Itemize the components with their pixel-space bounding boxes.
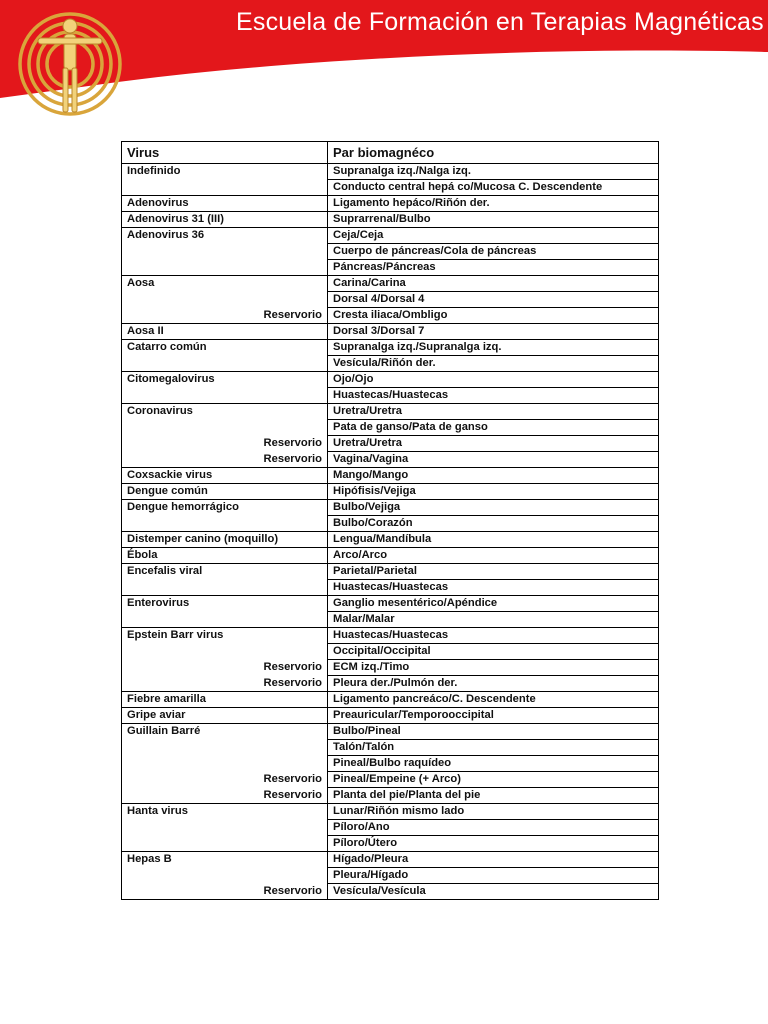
table-row [122, 724, 659, 740]
table-row [122, 420, 659, 436]
virus-cell [122, 868, 328, 884]
table-row [122, 676, 659, 692]
table-row [122, 468, 659, 484]
virus-cell: Ébola [122, 548, 328, 564]
par-biomagnetico-cell: Pineal/Bulbo raquídeo [328, 756, 659, 772]
table-row [122, 180, 659, 196]
par-biomagnetico-cell: Vesícula/Riñón der. [328, 356, 659, 372]
table-row [122, 388, 659, 404]
table-row [122, 580, 659, 596]
table-row [122, 260, 659, 276]
par-biomagnetico-cell: Suprarrenal/Bulbo [328, 212, 659, 228]
table-row [122, 836, 659, 852]
virus-cell: Catarro común [122, 340, 328, 356]
virus-cell: Fiebre amarilla [122, 692, 328, 708]
par-biomagnetico-cell: Preauricular/Temporooccipital [328, 708, 659, 724]
table-row [122, 500, 659, 516]
virus-cell: Enterovirus [122, 596, 328, 612]
table-row [122, 564, 659, 580]
reservorio-label: Reservorio [122, 772, 328, 788]
par-biomagnetico-cell: Ceja/Ceja [328, 228, 659, 244]
par-biomagnetico-cell: Ojo/Ojo [328, 372, 659, 388]
reservorio-label: Reservorio [122, 436, 328, 452]
table-row [122, 788, 659, 804]
virus-cell: Hepas B [122, 852, 328, 868]
virus-cell [122, 740, 328, 756]
table-row [122, 804, 659, 820]
par-biomagnetico-cell: Supranalga izq./Nalga izq. [328, 164, 659, 180]
par-biomagnetico-cell: Carina/Carina [328, 276, 659, 292]
par-biomagnetico-cell: Bulbo/Vejiga [328, 500, 659, 516]
par-biomagnetico-cell: Bulbo/Corazón [328, 516, 659, 532]
virus-cell: Adenovirus 31 (III) [122, 212, 328, 228]
virus-cell: Dengue común [122, 484, 328, 500]
par-biomagnetico-cell: Uretra/Uretra [328, 404, 659, 420]
table-row [122, 196, 659, 212]
par-biomagnetico-cell: Conducto central hepá co/Mucosa C. Descendente [328, 180, 659, 196]
table-row [122, 852, 659, 868]
par-biomagnetico-cell: Píloro/Ano [328, 820, 659, 836]
reservorio-label: Reservorio [122, 308, 328, 324]
table-row [122, 516, 659, 532]
virus-cell: Adenovirus [122, 196, 328, 212]
table-row [122, 308, 659, 324]
virus-cell [122, 756, 328, 772]
reservorio-label: Reservorio [122, 452, 328, 468]
virus-cell [122, 244, 328, 260]
table-row [122, 532, 659, 548]
table-row [122, 756, 659, 772]
virus-cell [122, 612, 328, 628]
table-row [122, 868, 659, 884]
table-row [122, 404, 659, 420]
virus-cell: Gripe aviar [122, 708, 328, 724]
reservorio-label: Reservorio [122, 884, 328, 900]
virus-cell: Aosa [122, 276, 328, 292]
virus-cell [122, 260, 328, 276]
vitruvian-man-logo-icon [8, 8, 132, 116]
par-biomagnetico-cell: Lengua/Mandíbula [328, 532, 659, 548]
par-biomagnetico-cell: Dorsal 3/Dorsal 7 [328, 324, 659, 340]
virus-cell [122, 292, 328, 308]
par-biomagnetico-cell: Páncreas/Páncreas [328, 260, 659, 276]
par-biomagnetico-cell: Vagina/Vagina [328, 452, 659, 468]
par-biomagnetico-cell: Vesícula/Vesícula [328, 884, 659, 900]
par-biomagnetico-cell: Parietal/Parietal [328, 564, 659, 580]
virus-cell [122, 420, 328, 436]
table-row [122, 484, 659, 500]
table-row [122, 340, 659, 356]
par-biomagnetico-cell: Pata de ganso/Pata de ganso [328, 420, 659, 436]
virus-cell: Hanta virus [122, 804, 328, 820]
virus-cell: Adenovirus 36 [122, 228, 328, 244]
virus-cell [122, 356, 328, 372]
virus-table [121, 141, 658, 900]
par-biomagnetico-cell: Cuerpo de páncreas/Cola de páncreas [328, 244, 659, 260]
par-biomagnetico-cell: Bulbo/Pineal [328, 724, 659, 740]
table-row [122, 660, 659, 676]
par-biomagnetico-cell: Malar/Malar [328, 612, 659, 628]
table-row [122, 708, 659, 724]
header-virus: Virus [122, 142, 328, 164]
header-par-biomagnetico: Par biomagnéco [328, 142, 659, 164]
table-row [122, 628, 659, 644]
par-biomagnetico-cell: Pineal/Empeine (+ Arco) [328, 772, 659, 788]
par-biomagnetico-cell: Uretra/Uretra [328, 436, 659, 452]
school-title: Escuela de Formación en Terapias Magnéticas [236, 8, 764, 36]
table-row [122, 228, 659, 244]
table-row [122, 644, 659, 660]
par-biomagnetico-cell: Planta del pie/Planta del pie [328, 788, 659, 804]
table-row [122, 164, 659, 180]
virus-cell: Guillain Barré [122, 724, 328, 740]
table-row [122, 548, 659, 564]
par-biomagnetico-cell: Píloro/Útero [328, 836, 659, 852]
table-row [122, 452, 659, 468]
par-biomagnetico-cell: Lunar/Riñón mismo lado [328, 804, 659, 820]
par-biomagnetico-cell: Occipital/Occipital [328, 644, 659, 660]
virus-cell [122, 820, 328, 836]
par-biomagnetico-cell: Ligamento pancreáco/C. Descendente [328, 692, 659, 708]
header-banner [0, 0, 768, 130]
par-biomagnetico-cell: Huastecas/Huastecas [328, 580, 659, 596]
table-header-row [122, 142, 659, 164]
virus-cell [122, 388, 328, 404]
reservorio-label: Reservorio [122, 676, 328, 692]
virus-cell [122, 836, 328, 852]
virus-cell: Distemper canino (moquillo) [122, 532, 328, 548]
virus-cell [122, 644, 328, 660]
virus-cell: Citomegalovirus [122, 372, 328, 388]
par-biomagnetico-cell: Talón/Talón [328, 740, 659, 756]
table-row [122, 884, 659, 900]
par-biomagnetico-cell: Huastecas/Huastecas [328, 628, 659, 644]
par-biomagnetico-cell: Supranalga izq./Supranalga izq. [328, 340, 659, 356]
virus-cell [122, 180, 328, 196]
virus-cell: Dengue hemorrágico [122, 500, 328, 516]
virus-cell: Coronavirus [122, 404, 328, 420]
par-biomagnetico-cell: Hígado/Pleura [328, 852, 659, 868]
virus-cell: Indefinido [122, 164, 328, 180]
table-row [122, 292, 659, 308]
par-biomagnetico-cell: Huastecas/Huastecas [328, 388, 659, 404]
table-row [122, 276, 659, 292]
virus-cell: Coxsackie virus [122, 468, 328, 484]
reservorio-label: Reservorio [122, 660, 328, 676]
table-row [122, 692, 659, 708]
table-row [122, 356, 659, 372]
table-row [122, 596, 659, 612]
table-row [122, 772, 659, 788]
par-biomagnetico-cell: Pleura der./Pulmón der. [328, 676, 659, 692]
par-biomagnetico-cell: Cresta iliaca/Ombligo [328, 308, 659, 324]
par-biomagnetico-cell: Pleura/Hígado [328, 868, 659, 884]
table-row [122, 244, 659, 260]
virus-cell [122, 580, 328, 596]
virus-cell: Epstein Barr virus [122, 628, 328, 644]
par-biomagnetico-cell: Arco/Arco [328, 548, 659, 564]
table-row [122, 324, 659, 340]
par-biomagnetico-cell: Dorsal 4/Dorsal 4 [328, 292, 659, 308]
par-biomagnetico-cell: Ganglio mesentérico/Apéndice [328, 596, 659, 612]
virus-cell: Encefalis viral [122, 564, 328, 580]
reservorio-label: Reservorio [122, 788, 328, 804]
table-row [122, 820, 659, 836]
virus-cell [122, 516, 328, 532]
table-row [122, 740, 659, 756]
par-biomagnetico-cell: ECM izq./Timo [328, 660, 659, 676]
virus-cell: Aosa II [122, 324, 328, 340]
table-row [122, 436, 659, 452]
table-row [122, 372, 659, 388]
par-biomagnetico-cell: Ligamento hepáco/Riñón der. [328, 196, 659, 212]
table-row [122, 212, 659, 228]
par-biomagnetico-cell: Mango/Mango [328, 468, 659, 484]
table-row [122, 612, 659, 628]
par-biomagnetico-cell: Hipófisis/Vejiga [328, 484, 659, 500]
